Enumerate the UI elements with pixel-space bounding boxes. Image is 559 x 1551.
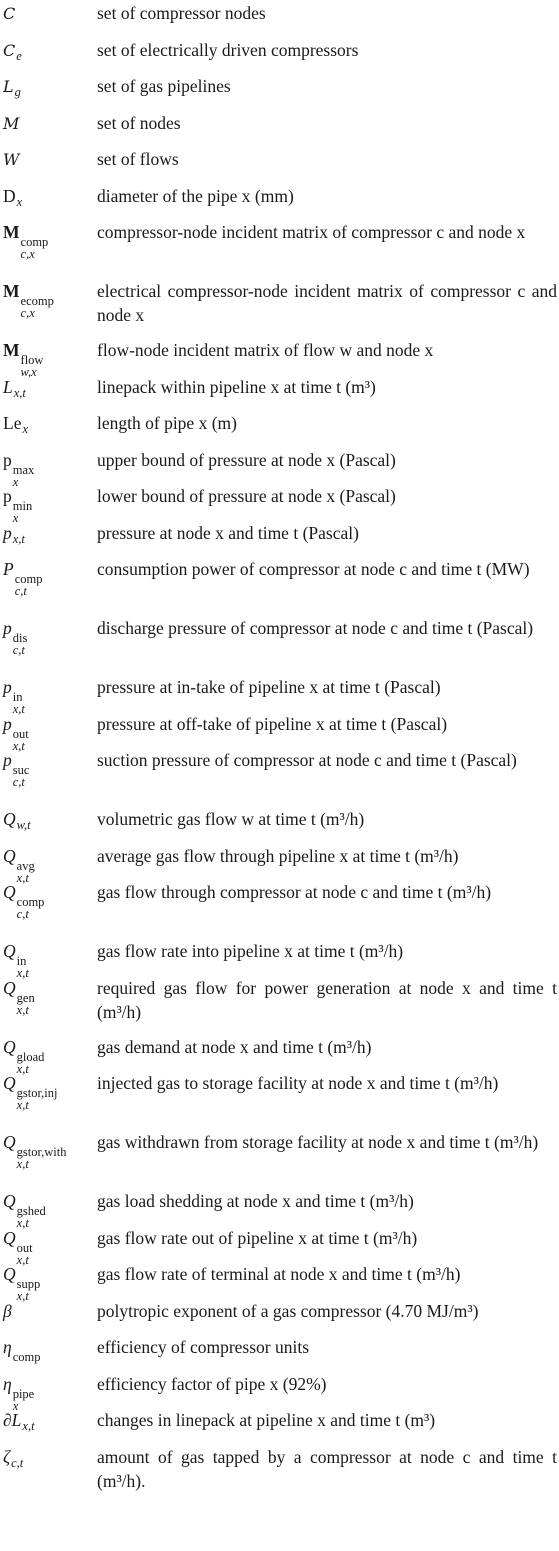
symbol-description: pressure at off-take of pipeline x at time t (Pascal) (97, 713, 448, 734)
symbol-scripts (17, 896, 45, 920)
symbol-base: M (3, 113, 20, 133)
nomenclature-row (0, 184, 559, 208)
symbol (0, 1, 97, 26)
symbol (0, 1262, 97, 1302)
nomenclature-row (0, 844, 559, 885)
nomenclature-row (0, 1262, 559, 1303)
symbol-scripts (17, 1087, 58, 1111)
symbol-description: amount of gas tapped by a compressor at node c and time t (m³/h). (97, 1446, 557, 1491)
symbol-subscript: x,t (22, 1419, 35, 1433)
symbol (0, 712, 97, 752)
symbol-base: L (3, 77, 14, 96)
symbol-superscript: gshed (16, 1204, 46, 1218)
symbol (0, 880, 97, 920)
symbol-subscript: x,t (13, 385, 26, 400)
symbol (0, 1226, 97, 1266)
symbol-subscript: x,t (12, 531, 25, 546)
symbol-superscript: in (16, 954, 27, 968)
symbol-description: efficiency factor of pipe x (92%) (97, 1373, 327, 1394)
symbol-description: gas flow rate out of pipeline x at time t (m³/h) (97, 1227, 418, 1248)
symbol-subscript: x,t (16, 1061, 29, 1076)
symbol-base: Q (3, 1227, 16, 1248)
symbol-subscript: c,t (12, 775, 25, 789)
symbol-superscript: suc (12, 763, 30, 777)
symbol-superscript: comp (16, 895, 45, 909)
nomenclature-row (0, 220, 559, 269)
symbol (0, 557, 97, 597)
symbol-description: consumption power of compressor at node c and time t (MW) (97, 559, 530, 579)
symbol-superscript: gen (16, 990, 35, 1005)
symbol-base: ∂L (3, 1410, 22, 1430)
symbol-description: lower bound of pressure at node x (Pascal) (97, 486, 396, 506)
nomenclature-row (0, 976, 559, 1025)
symbol-description: pressure at node x and time t (Pascal) (97, 522, 359, 543)
symbol-superscript: pipe (12, 1386, 35, 1401)
nomenclature-row (0, 1372, 559, 1413)
nomenclature-row (0, 38, 559, 62)
symbol-scripts (15, 573, 43, 597)
symbol (0, 220, 97, 260)
symbol-base: L (3, 376, 13, 397)
symbol-base: p (3, 449, 12, 470)
symbol-scripts (17, 1146, 67, 1170)
nomenclature-row (0, 939, 559, 980)
symbol-base: M (3, 222, 20, 242)
nomenclature-row (0, 807, 559, 831)
symbol-description: volumetric gas flow w at time t (m³/h) (97, 809, 365, 829)
symbol-base: P (3, 559, 14, 579)
symbol-description: gas demand at node x and time t (m³/h) (97, 1036, 372, 1057)
symbol-subscript: x,t (16, 870, 29, 885)
symbol-superscript: gstor,with (16, 1145, 67, 1159)
symbol (0, 675, 97, 715)
nomenclature-row (0, 712, 559, 753)
nomenclature-row (0, 1189, 559, 1230)
symbol-description: linepack within pipeline x at time t (m³) (97, 376, 376, 397)
symbol (0, 521, 97, 551)
nomenclature-row (0, 1071, 559, 1120)
symbol-base: M (3, 281, 20, 301)
symbol-subscript: x (12, 511, 19, 525)
symbol-base: p (3, 713, 12, 734)
symbol-description: efficiency of compressor units (97, 1337, 310, 1357)
nomenclature-row (0, 521, 559, 545)
symbol (0, 976, 97, 1016)
symbol-scripts (13, 632, 28, 656)
symbol-subscript: x,t (16, 1098, 29, 1112)
symbol-subscript: c,t (14, 584, 27, 598)
symbol-description: length of pipe x (m) (97, 413, 237, 433)
symbol-description: set of compressor nodes (97, 3, 266, 23)
symbol-subscript: x,t (16, 1216, 29, 1230)
symbol (0, 616, 97, 656)
nomenclature-row (0, 675, 559, 716)
symbol-base: Q (3, 845, 16, 866)
symbol-base: C (3, 40, 16, 60)
symbol (0, 844, 97, 884)
symbol (0, 448, 97, 488)
symbol-base: Q (3, 1036, 16, 1057)
symbol (0, 338, 97, 378)
symbol-base: p (3, 677, 12, 697)
symbol-superscript: in (12, 690, 23, 704)
nomenclature-row (0, 1299, 559, 1323)
symbol-description: electrical compressor-node incident matrix of compressor c and node x (97, 281, 557, 325)
symbol-superscript: comp (12, 1350, 41, 1364)
symbol-subscript: c,x (20, 306, 35, 320)
symbol-description: gas flow through compressor at node c and time t (m³/h) (97, 882, 492, 902)
nomenclature-row (0, 111, 559, 135)
symbol-subscript: x,t (16, 966, 29, 980)
symbol-scripts (13, 764, 30, 788)
symbol-superscript: flow (20, 353, 44, 367)
symbol-base: D (3, 185, 16, 206)
symbol-description: upper bound of pressure at node x (Pascal) (97, 449, 396, 470)
symbol-subscript: x,t (16, 1289, 29, 1303)
symbol-scripts (21, 236, 49, 260)
symbol-description: set of electrically driven compressors (97, 39, 359, 60)
symbol-description: polytropic exponent of a gas compressor (4.70 MJ/m³) (97, 1300, 479, 1321)
symbol-base: η (3, 1337, 12, 1357)
symbol (0, 939, 97, 979)
symbol-superscript: ecomp (20, 294, 54, 308)
symbol-subscript: w,x (20, 365, 37, 379)
symbol-base: Q (3, 1264, 16, 1284)
symbol-base: p (3, 486, 12, 506)
symbol (0, 484, 97, 524)
symbol-base: Q (3, 1191, 16, 1211)
symbol (0, 1035, 97, 1075)
symbol (0, 38, 97, 68)
symbol-base: Q (3, 1132, 16, 1152)
symbol-base: Q (3, 1073, 16, 1093)
nomenclature-row (0, 74, 559, 98)
symbol-base: ζ (3, 1446, 11, 1467)
symbol-description: compressor-node incident matrix of compressor c and node x (97, 222, 526, 242)
symbol-base: Q (3, 882, 16, 902)
symbol-description: gas withdrawn from storage facility at node x and time t (m³/h) (97, 1132, 539, 1152)
symbol-base: β (3, 1300, 12, 1321)
symbol-subscript: x,t (12, 738, 25, 753)
symbol-description: pressure at in-take of pipeline x at time t (Pascal) (97, 677, 441, 697)
symbol-superscript: out (16, 1240, 33, 1255)
symbol-subscript: x (16, 194, 23, 209)
symbol-subscript: x (22, 422, 29, 436)
symbol-description: suction pressure of compressor at node c and time t (Pascal) (97, 750, 517, 770)
symbol-superscript: max (12, 462, 35, 477)
symbol (0, 279, 97, 319)
symbol-base: Q (3, 977, 16, 998)
symbol-description: set of flows (97, 149, 179, 169)
symbol-base: p (3, 522, 12, 543)
symbol-superscript: dis (12, 631, 28, 645)
nomenclature-row (0, 880, 559, 929)
symbol-base: η (3, 1373, 12, 1394)
symbol (0, 1130, 97, 1170)
symbol-description: average gas flow through pipeline x at time t (m³/h) (97, 845, 459, 866)
symbol-base: Q (3, 809, 16, 829)
symbol (0, 1372, 97, 1412)
symbol-description: gas flow rate of terminal at node x and time t (m³/h) (97, 1264, 461, 1284)
symbol-scripts (21, 295, 54, 319)
symbol-subscript: e (16, 48, 22, 63)
nomenclature-row (0, 279, 559, 328)
nomenclature-row (0, 1445, 559, 1494)
symbol-subscript: c,x (20, 247, 35, 261)
symbol-superscript: comp (20, 235, 49, 249)
symbol-superscript: min (12, 499, 33, 513)
nomenclature-row (0, 616, 559, 665)
symbol (0, 111, 97, 136)
nomenclature-row (0, 484, 559, 525)
symbol (0, 1445, 97, 1475)
symbol-description: diameter of the pipe x (mm) (97, 185, 294, 206)
nomenclature-row (0, 1408, 559, 1432)
symbol-superscript: gstor,inj (16, 1086, 58, 1100)
symbol-description: gas flow rate into pipeline x at time t (m³/h) (97, 941, 404, 961)
symbol (0, 1335, 97, 1375)
symbol-subscript: c,t (12, 643, 25, 657)
symbol-subscript: x,t (16, 1252, 29, 1267)
nomenclature-row (0, 147, 559, 171)
symbol (0, 184, 97, 214)
symbol (0, 74, 97, 104)
nomenclature-row (0, 557, 559, 606)
symbol-subscript: w,t (16, 818, 31, 832)
symbol-subscript: g (14, 85, 21, 99)
symbol-subscript: x,t (12, 702, 25, 716)
symbol-description: discharge pressure of compressor at node c and time t (Pascal) (97, 618, 534, 638)
symbol-base: C (3, 4, 16, 23)
symbol-description: set of nodes (97, 112, 181, 133)
symbol-superscript: supp (16, 1277, 41, 1291)
nomenclature-row (0, 411, 559, 435)
symbol (0, 147, 97, 172)
nomenclature-row (0, 375, 559, 399)
symbol (0, 1408, 97, 1438)
nomenclature-row (0, 1, 559, 25)
symbol (0, 411, 97, 441)
symbol-subscript: c,t (11, 1455, 24, 1470)
symbol-description: gas load shedding at node x and time t (m³/h) (97, 1191, 414, 1211)
symbol-subscript: c,t (16, 907, 29, 921)
nomenclature-row (0, 748, 559, 797)
symbol-base: W (3, 150, 20, 169)
nomenclature-row (0, 448, 559, 489)
symbol (0, 807, 97, 837)
symbol-subscript: x,t (16, 1157, 29, 1171)
symbol-superscript: comp (14, 572, 43, 586)
symbol-base: p (3, 750, 12, 770)
symbol-description: set of gas pipelines (97, 76, 231, 96)
symbol-subscript: x (12, 1398, 19, 1413)
symbol-base: Q (3, 941, 16, 961)
symbol-superscript: gload (16, 1049, 45, 1064)
symbol (0, 748, 97, 788)
symbol-subscript: x,t (16, 1002, 29, 1017)
symbol-description: injected gas to storage facility at node x and time t (m³/h) (97, 1073, 499, 1093)
symbol (0, 1299, 97, 1323)
symbol (0, 1071, 97, 1111)
symbol-base: p (3, 618, 12, 638)
symbol-base: M (3, 340, 20, 360)
nomenclature-row (0, 1226, 559, 1267)
symbol (0, 375, 97, 405)
symbol-base: Le (3, 413, 22, 433)
symbol-subscript: x (12, 474, 19, 489)
nomenclature-row (0, 1335, 559, 1364)
nomenclature-row (0, 1035, 559, 1076)
symbol-description: changes in linepack at pipeline x and time t (m³) (97, 1410, 436, 1430)
nomenclature-row (0, 1130, 559, 1179)
symbol-superscript: out (12, 726, 29, 741)
symbol-description: required gas flow for power generation at node x and time t (m³/h) (97, 977, 557, 1022)
nomenclature-row (0, 338, 559, 379)
symbol-description: flow-node incident matrix of flow w and node x (97, 340, 434, 360)
symbol (0, 1189, 97, 1229)
symbol-superscript: avg (16, 858, 35, 873)
symbol-scripts (17, 992, 35, 1016)
